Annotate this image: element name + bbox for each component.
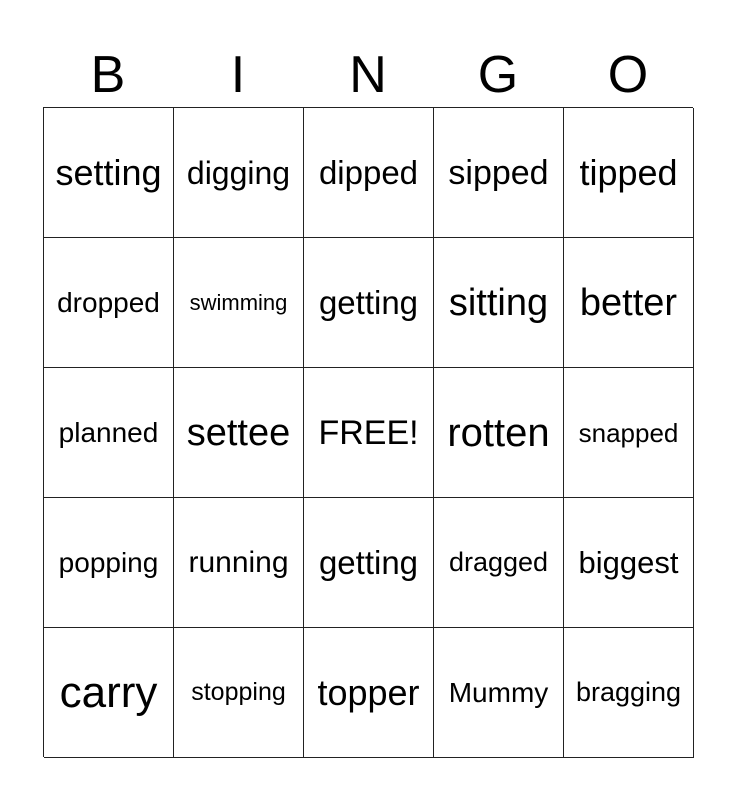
cell-word: dipped [318,154,419,191]
cell-word: getting [318,284,419,321]
bingo-cell-r2-c1[interactable] [44,238,174,368]
cell-word: topper [317,671,420,713]
bingo-cell-r4-c4[interactable] [434,498,564,628]
bingo-cell-r4-c2[interactable] [174,498,304,628]
cell-word: tipped [579,151,678,193]
bingo-cell-r4-c1[interactable] [44,498,174,628]
cell-word: digging [186,154,291,191]
free-space-cell[interactable] [304,368,434,498]
header-letter-g: G [477,46,519,104]
bingo-cell-r5-c4[interactable] [434,628,564,758]
bingo-cell-r4-c3[interactable] [304,498,434,628]
cell-word: getting [318,544,419,581]
bingo-cell-r1-c3[interactable] [304,108,434,238]
bingo-cell-r5-c5[interactable] [564,628,694,758]
bingo-cell-r4-c5[interactable] [564,498,694,628]
cell-word: sitting [448,281,549,324]
cell-word: sipped [448,153,549,192]
cell-word: snapped [578,417,679,448]
cell-word: carry [59,667,158,717]
bingo-cell-r1-c2[interactable] [174,108,304,238]
cell-word: rotten [447,410,550,455]
bingo-cell-r2-c5[interactable] [564,238,694,368]
bingo-cell-r3-c2[interactable] [174,368,304,498]
cell-word: planned [58,416,159,448]
header-letter-o: O [607,46,649,104]
cell-word: bragging [575,677,682,707]
bingo-cell-r1-c4[interactable] [434,108,564,238]
cell-word: dragged [448,547,549,577]
cell-word: stopping [191,678,286,706]
cell-word: swimming [189,289,288,315]
cell-word: running [188,545,289,579]
bingo-header [43,40,693,107]
cell-word: dropped [57,286,160,318]
cell-word: setting [55,151,162,193]
cell-word: popping [58,546,159,578]
header-letter-b: B [90,46,126,104]
bingo-cell-r1-c5[interactable] [564,108,694,238]
cell-word: settee [186,411,291,454]
bingo-grid [43,107,693,757]
bingo-cell-r5-c2[interactable] [174,628,304,758]
bingo-cell-r3-c5[interactable] [564,368,694,498]
bingo-cell-r5-c3[interactable] [304,628,434,758]
cell-word: biggest [578,545,679,580]
bingo-cell-r1-c1[interactable] [44,108,174,238]
bingo-cell-r3-c4[interactable] [434,368,564,498]
bingo-cell-r2-c4[interactable] [434,238,564,368]
bingo-cell-r5-c1[interactable] [44,628,174,758]
bingo-cell-r2-c2[interactable] [174,238,304,368]
free-space-label: FREE! [318,413,419,452]
header-letter-n: N [349,46,387,104]
cell-word: Mummy [448,676,549,708]
bingo-cell-r2-c3[interactable] [304,238,434,368]
cell-word: better [579,281,678,324]
bingo-cell-r3-c1[interactable] [44,368,174,498]
header-letter-i: I [230,46,246,104]
